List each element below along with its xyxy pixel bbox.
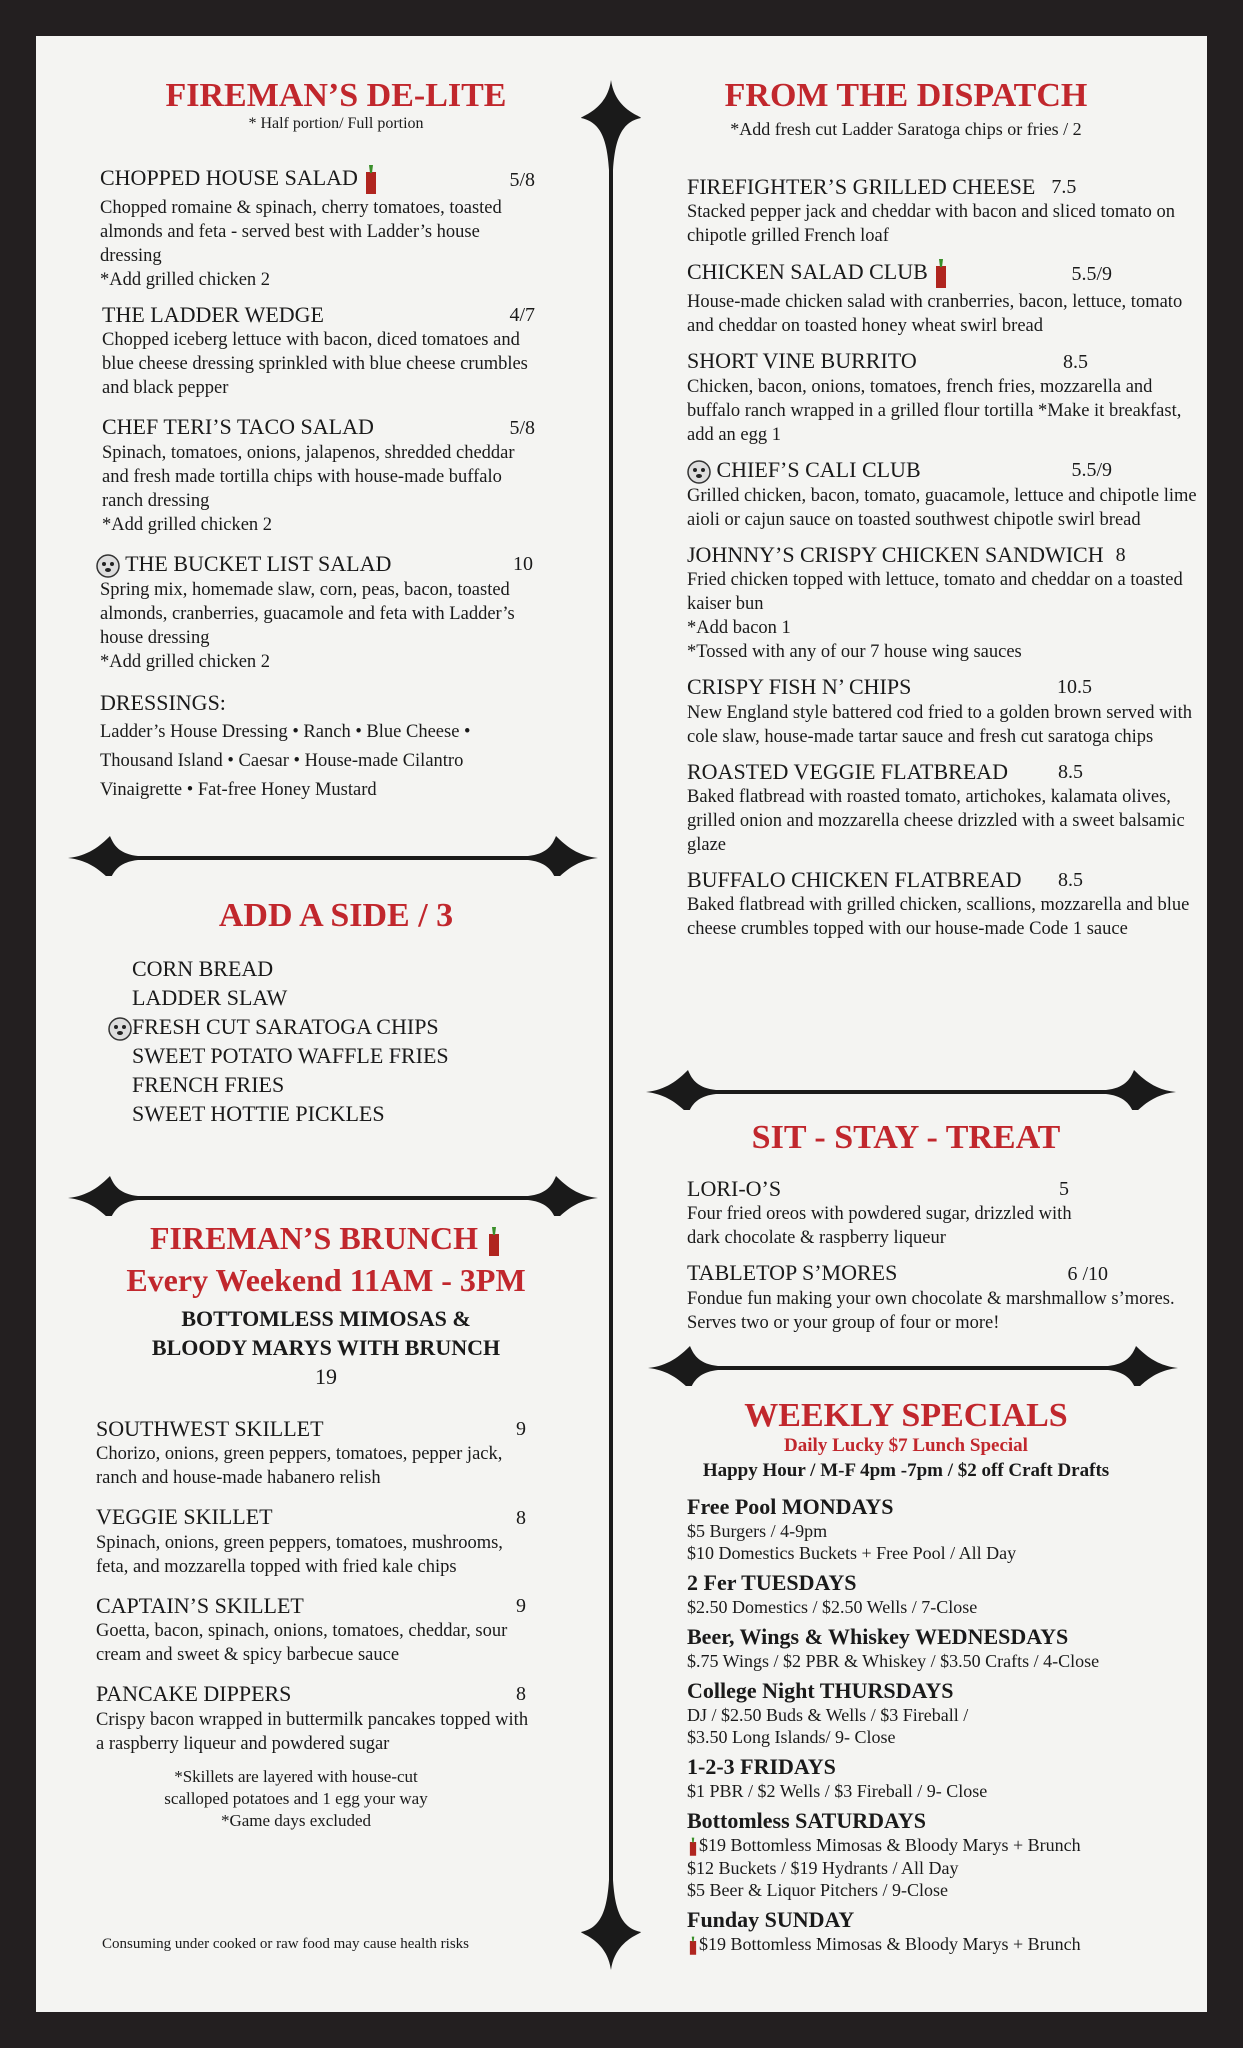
- item-desc: Chicken, bacon, onions, tomatoes, french fries, mozzarella and buffalo ranch wrapped in a grilled flour tortilla *Make it breakfast, add an egg 1: [687, 376, 1182, 445]
- menu-item: [96, 1681, 536, 1755]
- day-line: $.75 Wings / $2 PBR & Whiskey / $3.50 Crafts / 4-Close: [687, 1651, 1100, 1671]
- special-day: [687, 1907, 1187, 1956]
- brunch-notes: [96, 1766, 496, 1832]
- brunch-title: FIREMAN’S BRUNCH: [150, 1220, 478, 1256]
- bloody-mary-icon: [933, 258, 949, 290]
- item-price: 10.5: [1057, 676, 1092, 699]
- menu-item: [687, 1260, 1177, 1334]
- dalmatian-icon: [687, 460, 711, 484]
- item-price: 9: [516, 1594, 526, 1617]
- item-name: CRISPY FISH N’ CHIPS: [687, 674, 912, 700]
- bloody-mary-icon: [687, 1936, 699, 1956]
- special-day: [687, 1808, 1187, 1901]
- day-heading: 1-2-3 FRIDAYS: [687, 1754, 836, 1779]
- item-name: BUFFALO CHICKEN FLATBREAD: [687, 866, 1022, 892]
- menu-item: [687, 258, 1197, 338]
- menu-item: [96, 551, 540, 674]
- menu-page: [36, 36, 1207, 2012]
- note-line: *Skillets are layered with house-cut: [174, 1766, 418, 1786]
- item-note: *Tossed with any of our 7 house wing sauces: [687, 642, 1022, 663]
- menu-item: [102, 414, 540, 536]
- day-line: $1 PBR / $2 Wells / $3 Fireball / 9- Close: [687, 1781, 988, 1801]
- day-line: $10 Domestics Buckets + Free Pool / All Day: [687, 1543, 1017, 1563]
- lucky-lunch: Daily Lucky $7 Lunch Special: [784, 1435, 1028, 1457]
- day-heading: Free Pool MONDAYS: [687, 1494, 894, 1519]
- health-warning: Consuming under cooked or raw food may cause health risks: [102, 1936, 469, 1952]
- item-name: LORI-O’S: [687, 1176, 782, 1201]
- menu-item: [100, 164, 540, 292]
- item-price: 5/8: [509, 416, 535, 439]
- specials-days: [687, 1494, 1187, 1956]
- item-price: 8: [516, 1506, 526, 1529]
- item-desc: Crispy bacon wrapped in buttermilk pancakes topped with a raspberry liqueur and powdered sugar: [96, 1709, 529, 1754]
- day-heading: Beer, Wings & Whiskey WEDNESDAYS: [687, 1624, 1069, 1649]
- menu-item: [96, 1416, 536, 1490]
- item-desc: Fondue fun making your own chocolate & marshmallow s’mores. Serves two or your group of four or more!: [687, 1288, 1175, 1333]
- menu-item: [687, 542, 1197, 664]
- sides-section: [76, 896, 596, 935]
- delite-title: FIREMAN’S DE-LITE: [165, 77, 507, 114]
- item-name: JOHNNY’S CRISPY CHICKEN SANDWICH: [687, 541, 1104, 567]
- delite-items: [100, 164, 540, 805]
- menu-item: [687, 674, 1197, 748]
- item-desc: Spring mix, homemade slaw, corn, peas, bacon, toasted almonds, cranberries, guacamole and feta with Ladder’s house dressing: [100, 579, 515, 648]
- item-name: TABLETOP S’MORES: [687, 1260, 898, 1286]
- item-note: *Add grilled chicken 2: [102, 514, 273, 535]
- day-line: $12 Buckets / $19 Hydrants / All Day: [687, 1857, 959, 1878]
- vertical-divider: [581, 80, 641, 1970]
- note-line: *Game days excluded: [220, 1810, 372, 1830]
- item-price: 8: [1115, 543, 1126, 566]
- day-line: $2.50 Domestics / $2.50 Wells / 7-Close: [687, 1597, 978, 1617]
- dispatch-title: FROM THE DISPATCH: [724, 77, 1088, 114]
- item-desc: Chopped romaine & spinach, cherry tomatoes, toasted almonds and feta - served best with Ladder’s house dressing: [100, 198, 502, 266]
- item-name: PANCAKE DIPPERS: [96, 1681, 292, 1707]
- item-desc: Grilled chicken, bacon, tomato, guacamole, lettuce and chipotle lime aioli or cajun sauce on toasted southwest chipotle swirl bread: [687, 485, 1197, 530]
- item-price: 5: [1059, 1178, 1069, 1201]
- brunch-header: [56, 1220, 596, 1391]
- side-item: LADDER SLAW: [132, 985, 288, 1010]
- item-note: *Add bacon 1: [687, 618, 791, 639]
- item-note: *Add grilled chicken 2: [100, 651, 271, 672]
- bloody-mary-icon: [687, 1837, 699, 1857]
- dressings-title: DRESSINGS:: [100, 689, 226, 715]
- delite-section: [76, 76, 596, 133]
- dispatch-subtitle: *Add fresh cut Ladder Saratoga chips or fries / 2: [730, 119, 1082, 140]
- item-price: 5/8: [509, 169, 535, 191]
- horizontal-divider: [646, 1070, 1176, 1110]
- item-price: 8.5: [1058, 760, 1083, 783]
- day-heading: Funday SUNDAY: [687, 1906, 855, 1932]
- day-heading: Bottomless SATURDAYS: [687, 1808, 926, 1833]
- item-desc: Goetta, bacon, spinach, onions, tomatoes, cheddar, sour cream and sweet & spicy barbecue sauce: [96, 1621, 508, 1666]
- item-desc: Baked flatbread with grilled chicken, scallions, mozzarella and blue cheese crumbles topped with our house-made Code 1 sauce: [687, 895, 1190, 940]
- item-name: THE LADDER WEDGE: [102, 302, 324, 327]
- day-line: $3.50 Long Islands/ 9- Close: [687, 1727, 896, 1747]
- day-heading: 2 Fer TUESDAYS: [687, 1570, 857, 1595]
- item-desc: Baked flatbread with roasted tomato, artichokes, kalamata olives, grilled onion and mozzarella cheese drizzled with a sweet balsamic glaze: [687, 786, 1185, 855]
- item-name: THE BUCKET LIST SALAD: [125, 550, 392, 576]
- item-desc: House-made chicken salad with cranberries, bacon, lettuce, tomato and cheddar on toasted honey wheat swirl bread: [687, 292, 1183, 337]
- item-name: CHICKEN SALAD CLUB: [687, 259, 928, 285]
- note-line: scalloped potatoes and 1 egg your way: [164, 1788, 428, 1808]
- item-price: 10: [513, 553, 533, 576]
- menu-item: [687, 457, 1197, 532]
- item-name: SOUTHWEST SKILLET: [96, 1416, 324, 1441]
- item-name: CAPTAIN’S SKILLET: [96, 1592, 304, 1618]
- item-name: FIREFIGHTER’S GRILLED CHEESE: [687, 174, 1036, 199]
- treat-section: [646, 1118, 1166, 1157]
- dispatch-items: [687, 174, 1197, 951]
- day-line: $19 Bottomless Mimosas & Bloody Marys + Brunch: [699, 1835, 1081, 1855]
- item-desc: New England style battered cod fried to a golden brown served with cole slaw, house-made tartar sauce and fresh cut saratoga chips: [687, 702, 1193, 747]
- item-desc: Four fried oreos with powdered sugar, drizzled with dark chocolate & raspberry liqueur: [687, 1204, 1072, 1249]
- day-line: DJ / $2.50 Buds & Wells / $3 Fireball /: [687, 1705, 969, 1725]
- delite-subtitle: * Half portion/ Full portion: [248, 115, 424, 133]
- treat-title: SIT - STAY - TREAT: [751, 1119, 1061, 1156]
- menu-item: [102, 302, 540, 400]
- item-price: 7.5: [1051, 176, 1077, 199]
- menu-item: [687, 759, 1197, 857]
- sides-title: ADD A SIDE / 3: [218, 897, 454, 934]
- menu-item: [96, 1593, 536, 1667]
- item-desc: Chopped iceberg lettuce with bacon, diced tomatoes and blue cheese dressing sprinkled with blue cheese crumbles and black pepper: [102, 330, 528, 399]
- day-line: $5 Burgers / 4-9pm: [687, 1521, 828, 1541]
- item-note: *Add grilled chicken 2: [100, 270, 271, 290]
- horizontal-divider: [648, 1346, 1178, 1386]
- item-price: 8.5: [1058, 869, 1083, 892]
- special-day: [687, 1754, 1187, 1802]
- item-desc: Fried chicken topped with lettuce, tomato and cheddar on a toasted kaiser bun: [687, 570, 1183, 615]
- side-item: FRENCH FRIES: [132, 1072, 285, 1097]
- sides-list: [132, 954, 449, 1128]
- item-desc: Spinach, tomatoes, onions, jalapenos, shredded cheddar and fresh made tortilla chips with house-made buffalo ranch dressing: [102, 442, 515, 511]
- item-name: CHOPPED HOUSE SALAD: [100, 165, 358, 191]
- brunch-hours: Every Weekend 11AM - 3PM: [126, 1261, 526, 1298]
- bloody-mary-icon: [486, 1226, 502, 1258]
- brunch-items: [96, 1416, 536, 1832]
- item-desc: Chorizo, onions, green peppers, tomatoes, pepper jack, ranch and house-made habanero relish: [96, 1444, 503, 1489]
- item-price: 9: [516, 1418, 526, 1441]
- special-day: [687, 1494, 1187, 1564]
- happy-hour: Happy Hour / M-F 4pm -7pm / $2 off Craft Drafts: [702, 1460, 1110, 1482]
- item-desc: Spinach, onions, green peppers, tomatoes, mushrooms, feta, and mozzarella topped with fried kale chips: [96, 1532, 503, 1577]
- item-name: CHEF TERI’S TACO SALAD: [102, 414, 374, 440]
- horizontal-divider: [68, 1176, 598, 1216]
- dispatch-header: [646, 76, 1166, 140]
- item-price: 4/7: [509, 304, 535, 327]
- side-item: SWEET POTATO WAFFLE FRIES: [132, 1043, 449, 1068]
- special-day: [687, 1624, 1187, 1672]
- item-price: 6 /10: [1067, 1262, 1108, 1285]
- dressings-list: Ladder’s House Dressing • Ranch • Blue Cheese • Thousand Island • Caesar • House-made Cilantro Vinaigrette • Fat-free Honey Mustard: [100, 722, 471, 801]
- treat-items: [687, 1176, 1177, 1345]
- menu-item: [687, 867, 1197, 941]
- item-name: SHORT VINE BURRITO: [687, 348, 917, 374]
- horizontal-divider: [68, 836, 598, 876]
- side-item: FRESH CUT SARATOGA CHIPS: [132, 1014, 439, 1039]
- dressings-block: [100, 690, 540, 805]
- item-name: CHIEF’S CALI CLUB: [716, 456, 921, 482]
- special-day: [687, 1570, 1187, 1618]
- menu-item: [687, 348, 1197, 446]
- specials-header: [646, 1396, 1166, 1485]
- special-day: [687, 1678, 1187, 1748]
- day-heading: College Night THURSDAYS: [687, 1678, 954, 1703]
- item-name: VEGGIE SKILLET: [96, 1504, 273, 1530]
- day-line: $5 Beer & Liquor Pitchers / 9-Close: [687, 1879, 948, 1900]
- dalmatian-icon: [108, 1017, 132, 1041]
- menu-item: [687, 174, 1197, 248]
- side-item: CORN BREAD: [132, 956, 274, 981]
- specials-title: WEEKLY SPECIALS: [744, 1397, 1068, 1434]
- item-price: 5.5/9: [1071, 263, 1112, 286]
- item-price: 5.5/9: [1071, 459, 1112, 482]
- bloody-mary-icon: [363, 164, 379, 196]
- bottomless-price: 19: [315, 1364, 337, 1390]
- menu-item: [687, 1176, 1177, 1250]
- item-price: 8.5: [1063, 350, 1088, 373]
- item-name: ROASTED VEGGIE FLATBREAD: [687, 758, 1009, 784]
- bottomless-line-2: BLOODY MARYS WITH BRUNCH: [151, 1335, 501, 1361]
- menu-item: [96, 1504, 536, 1578]
- dalmatian-icon: [96, 554, 120, 578]
- bottomless-line-1: BOTTOMLESS MIMOSAS &: [181, 1306, 471, 1332]
- side-item: SWEET HOTTIE PICKLES: [132, 1101, 385, 1126]
- day-line: $19 Bottomless Mimosas & Bloody Marys + Brunch: [699, 1933, 1081, 1954]
- item-desc: Stacked pepper jack and cheddar with bacon and sliced tomato on chipotle grilled French loaf: [687, 202, 1176, 247]
- item-price: 8: [516, 1683, 526, 1706]
